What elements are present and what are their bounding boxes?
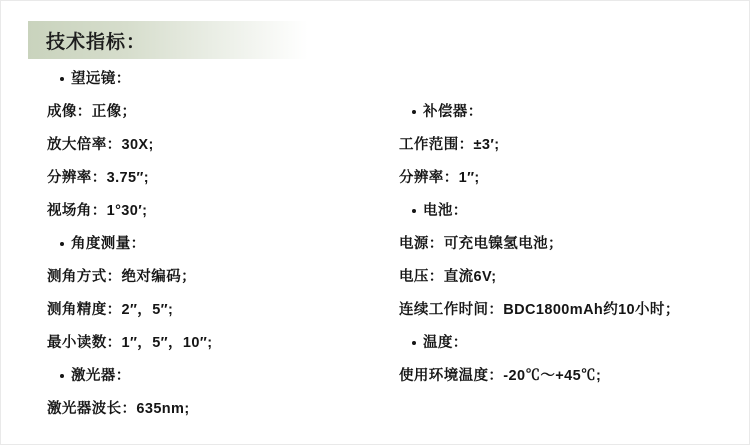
spec-item-label: 连续工作时间：BDC1800mAh约10小时； — [399, 302, 680, 319]
spec-row — [47, 96, 377, 129]
spec-row — [399, 294, 739, 327]
spec-item-label: 最小读数：1″，5″，10″; — [47, 335, 213, 352]
spec-group-telescope — [47, 63, 377, 96]
spec-item-label: 测角精度：2″，5″; — [47, 302, 174, 319]
spec-item-label: 激光器波长：635nm; — [47, 401, 190, 418]
spec-row — [399, 261, 739, 294]
bullet-icon — [60, 242, 64, 246]
spec-item-label: 电压：直流6V; — [399, 269, 497, 286]
left-column — [47, 63, 377, 426]
spec-row — [47, 294, 377, 327]
bullet-icon — [60, 374, 64, 378]
spec-group-angle-measurement — [47, 228, 377, 261]
spec-row — [399, 360, 739, 393]
spec-heading-label: 温度： — [423, 335, 468, 352]
spec-row — [47, 129, 377, 162]
spec-heading-label: 电池： — [423, 203, 468, 220]
bullet-icon — [412, 341, 416, 345]
spec-item-label: 成像：正像； — [47, 104, 137, 121]
spec-item-label: 使用环境温度：-20℃～+45℃; — [399, 368, 602, 385]
spec-group-laser — [47, 360, 377, 393]
spec-row — [399, 129, 739, 162]
page-title: 技术指标： — [46, 32, 147, 53]
spec-row — [47, 327, 377, 360]
spec-item-label: 分辨率：3.75″; — [47, 170, 149, 187]
right-column — [399, 63, 739, 393]
spec-group-battery — [399, 195, 739, 228]
spec-row — [47, 195, 377, 228]
spec-group-compensator — [399, 96, 739, 129]
spec-row — [47, 393, 377, 426]
spec-row — [399, 228, 739, 261]
spec-item-label: 测角方式：绝对编码； — [47, 269, 196, 286]
spec-item-label: 分辨率：1″; — [399, 170, 480, 187]
spec-item-label: 放大倍率：30X; — [47, 137, 154, 154]
spec-heading-label: 角度测量： — [71, 236, 146, 253]
spec-row — [47, 162, 377, 195]
bullet-icon — [60, 77, 64, 81]
spec-group-temperature — [399, 327, 739, 360]
bullet-icon — [412, 110, 416, 114]
spec-heading-label: 望远镜： — [71, 71, 131, 88]
spec-item-label: 视场角：1°30′; — [47, 203, 148, 220]
spec-heading-label: 补偿器： — [423, 104, 483, 121]
spec-heading-label: 激光器： — [71, 368, 131, 385]
spec-item-label: 工作范围：±3′; — [399, 137, 500, 154]
spec-item-label: 电源：可充电镍氢电池； — [399, 236, 563, 253]
spec-row — [399, 162, 739, 195]
bullet-icon — [412, 209, 416, 213]
spec-row — [47, 261, 377, 294]
